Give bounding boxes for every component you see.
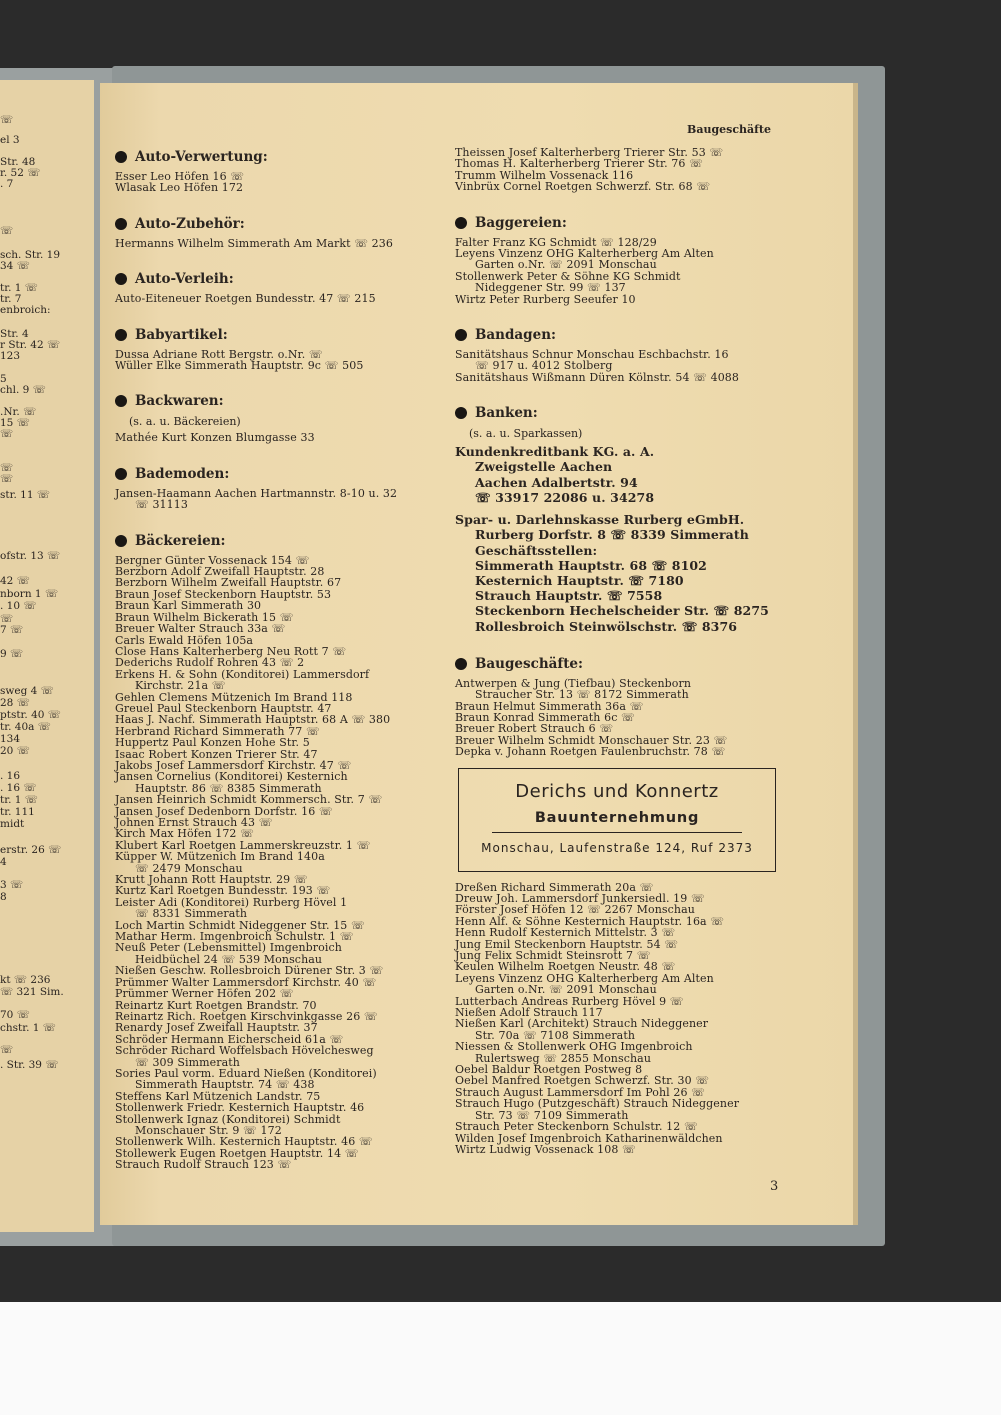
directory-entry: Jung Emil Steckenborn Hauptstr. 54 ☏ [455,937,679,951]
category-heading [115,216,440,232]
left-page-text-fragment: sweg 4 ☏ [0,685,54,697]
directory-entry: Strauch Rudolf Strauch 123 ☏ [115,1158,292,1172]
directory-entry: Herbrand Richard Simmerath 77 ☏ [115,724,320,738]
directory-entry: Breuer Robert Strauch 6 ☏ [455,722,614,736]
directory-entry: Wirtz Peter Rurberg Seeufer 10 [455,292,636,306]
bullet-icon [455,217,467,229]
directory-entry: Close Hans Kalterherberg Neu Rott 7 ☏ [115,644,347,658]
directory-entry: Reinartz Rich. Roetgen Kirschvinkgasse 26 ☏ [115,1009,378,1023]
directory-entry: Simmerath Hauptstr. 68 ☏ 8102 [475,557,707,573]
directory-entry: Trumm Wilhelm Vossenack 116 [455,168,634,182]
directory-entry: Gehlen Clemens Mützenich Im Brand 118 [115,690,353,704]
directory-entry: Garten o.Nr. ☏ 2091 Monschau [475,258,657,272]
category-heading-text: Bandagen: [475,327,556,344]
left-page-text-fragment: ptstr. 40 ☏ [0,709,61,721]
directory-entry: Erkens H. & Sohn (Konditorei) Lammersdorf [115,667,370,681]
directory-entry: Strauch August Lammersdorf Im Pohl 26 ☏ [455,1085,706,1099]
directory-entry: Prümmer Walter Lammersdorf Kirchstr. 40 ☏ [115,975,377,989]
directory-entry: Thomas H. Kalterherberg Trierer Str. 76 ☏ [455,157,703,171]
directory-entry: Kirch Max Höfen 172 ☏ [115,827,254,841]
bullet-icon [455,329,467,341]
directory-entry: Esser Leo Höfen 16 ☏ [115,170,245,183]
directory-entry: Geschäftsstellen: [475,542,598,558]
directory-entry: Bergner Günter Vossenack 154 ☏ [115,553,310,567]
directory-entry: Theissen Josef Kalterherberg Trierer Str. 53 ☏ [455,146,724,159]
left-page-text-fragment: 9 ☏ [0,648,24,660]
category-heading [115,393,440,409]
left-page-text-fragment: 42 ☏ [0,575,30,587]
directory-entry: Braun Wilhelm Bickerath 15 ☏ [115,610,294,624]
right-page [100,83,853,1225]
left-page [0,80,94,1232]
right-column-bottom [455,882,800,1156]
left-page-text-fragment: r Str. 42 ☏ [0,339,61,351]
bullet-icon [115,468,127,480]
left-page-text-fragment: tr. 40a ☏ [0,721,51,733]
directory-entry: Schröder Hermann Eicherscheid 61a ☏ [115,1032,344,1046]
ad-divider [492,832,742,833]
directory-entry: Küpper W. Mützenich Im Brand 140a [115,850,325,864]
directory-entry: Straucher Str. 13 ☏ 8172 Simmerath [475,688,689,702]
directory-entry: Stollenwerk Wilh. Kesternich Hauptstr. 46 ☏ [115,1135,373,1149]
category-heading [115,327,440,343]
directory-entry: Sanitätshaus Schnur Monschau Eschbachstr. 16 [455,348,729,362]
category-heading-text: Auto-Verwertung: [135,149,268,165]
left-page-text-fragment: . 10 ☏ [0,600,37,612]
directory-entry: Stollenwerk Peter & Söhne KG Schmidt [455,269,681,283]
directory-entry: Str. 73 ☏ 7109 Simmerath [475,1108,629,1122]
left-page-text-fragment: Str. 4 [0,328,29,340]
left-page-text-fragment: kt ☏ 236 [0,974,51,986]
left-page-text-fragment: 4 [0,856,7,868]
bullet-icon [115,151,127,163]
directory-entry: Rollesbroich Steinwölschstr. ☏ 8376 [475,618,738,634]
directory-entry: Sanitätshaus Wißmann Düren Kölnstr. 54 ☏ 4088 [455,370,739,384]
left-page-text-fragment: ☏ [0,114,14,126]
left-page-text-fragment: 8 [0,891,7,903]
page-header: Baugeschäfte [687,123,771,136]
directory-entry: Prümmer Werner Höfen 202 ☏ [115,987,294,1001]
directory-entry: Isaac Robert Konzen Trierer Str. 47 [115,747,318,761]
directory-entry: Vinbrüx Cornel Roetgen Schwerzf. Str. 68 ☏ [455,180,711,194]
left-page-text-fragment: ☏ [0,462,14,474]
directory-entry: Huppertz Paul Konzen Hohe Str. 5 [115,736,310,750]
directory-entry: Nießen Karl (Architekt) Strauch Nideggener [455,1017,709,1031]
directory-entry: Haas J. Nachf. Simmerath Hauptstr. 68 A ☏ 380 [115,713,391,727]
left-page-text-fragment: chstr. 1 ☏ [0,1022,56,1034]
left-page-text-fragment: 15 ☏ [0,417,30,429]
ad-address: Monschau, Laufenstraße 124, Ruf 2373 [481,840,753,855]
directory-entry: Hauptstr. 86 ☏ 8385 Simmerath [135,781,322,795]
directory-entry: Reinartz Kurt Roetgen Brandstr. 70 [115,998,317,1012]
directory-entry: Wüller Elke Simmerath Hauptstr. 9c ☏ 505 [115,359,364,373]
category-heading [115,466,440,482]
directory-entry: Niessen & Stollenwerk OHG Imgenbroich [455,1040,693,1054]
category-heading [455,656,800,672]
directory-entry: Auto-Eitenеuer Roetgen Bundesstr. 47 ☏ 215 [115,292,376,306]
left-page-text-fragment: ☏ [0,225,14,237]
left-page-text-fragment: nborn 1 ☏ [0,588,59,600]
category-heading-text: Auto-Zubehör: [135,215,245,232]
bullet-icon [455,407,467,419]
left-page-text-fragment: str. 11 ☏ [0,489,50,501]
bullet-icon [115,329,127,341]
section-spacer [455,505,800,512]
directory-entry: Depka v. Johann Roetgen Faulenbruchstr. 78 ☏ [455,745,726,759]
page-number: 3 [770,1179,779,1194]
directory-entry: Jansen Josef Dedenborn Dorfstr. 16 ☏ [115,804,333,818]
directory-entry: ☏ 33917 22086 u. 34278 [475,489,655,505]
directory-entry: Garten o.Nr. ☏ 2091 Monschau [475,983,657,997]
left-column [115,149,440,1171]
left-page-text-fragment: 20 ☏ [0,745,30,757]
directory-entry: ☏ 2479 Monschau [135,861,243,875]
directory-entry: Berzborn Adolf Zweifall Hauptstr. 28 [115,565,325,579]
right-column-top [455,147,800,758]
directory-entry: Jung Felix Schmidt Steinsrott 7 ☏ [455,949,651,962]
left-page-text-fragment: sch. Str. 19 [0,249,61,261]
directory-entry: Rulertsweg ☏ 2855 Monschau [475,1051,652,1065]
cross-reference-note: (s. a. u. Bäckereien) [129,415,241,429]
category-heading-text: Banken: [475,405,538,422]
directory-entry: Neuß Peter (Lebensmittel) Imgenbroich [115,941,342,955]
directory-entry: Schröder Richard Woffelsbach Hövelchesweg [115,1044,374,1058]
directory-entry: Rurberg Dorfstr. 8 ☏ 8339 Simmerath [475,527,749,543]
left-page-text-fragment: 28 ☏ [0,697,30,709]
left-page-text-fragment: ☏ 321 Sim. [0,986,64,998]
category-heading [115,271,440,287]
directory-entry: Falter Franz KG Schmidt ☏ 128/29 [455,235,657,249]
directory-entry: Wilden Josef Imgenbroich Katharinenwäldchen [455,1131,723,1145]
directory-entry: Strauch Peter Steckenborn Schulstr. 12 ☏ [455,1120,698,1134]
directory-entry: Spar- u. Darlehnskasse Rurberg eGmbH. [455,512,745,528]
left-page-text-fragment: ☏ [0,613,14,625]
directory-entry: Braun Josef Steckenborn Hauptstr. 53 [115,587,332,601]
directory-entry: Leyens Vinzenz OHG Kalterherberg Am Alten [455,971,714,985]
left-page-text-fragment: . Str. 39 ☏ [0,1059,59,1071]
left-page-text-fragment: ofstr. 13 ☏ [0,550,61,562]
right-column [455,147,800,1155]
directory-entry: Breuer Walter Strauch 33a ☏ [115,622,286,636]
directory-entry: Sories Paul vorm. Eduard Nießen (Konditorei) [115,1066,377,1080]
directory-entry: Dussa Adriane Rott Bergstr. o.Nr. ☏ [115,347,323,361]
ad-company-name: Derichs und Konnertz [515,780,719,802]
left-page-text-fragment: . 7 [0,178,14,190]
ad-business-type: Bauunternehmung [534,809,700,826]
directory-entry: Monschauer Str. 9 ☏ 172 [135,1123,282,1137]
directory-entry: Oebel Manfred Roetgen Schwerzf. Str. 30 ☏ [455,1074,710,1088]
left-page-text-fragment: tr. 111 [0,806,35,818]
directory-entry: Braun Karl Simmerath 30 [115,599,262,613]
directory-entry: Breuer Wilhelm Schmidt Monschauer Str. 23 ☏ [455,733,728,747]
directory-entry: Henn Alf. & Söhne Kesternich Hauptstr. 16a ☏ [455,914,725,928]
directory-entry: ☏ 309 Simmerath [135,1055,240,1069]
left-page-text-fragment: Str. 48 [0,156,36,168]
directory-entry: Nießen Adolf Strauch 117 [455,1006,603,1020]
directory-entry: Stollewerk Eugen Roetgen Hauptstr. 14 ☏ [115,1146,359,1160]
category-heading [455,327,800,343]
left-page-text-fragment: ☏ [0,473,14,485]
directory-entry: Steffens Karl Mützenich Landstr. 75 [115,1089,321,1103]
directory-entry: Jansen Cornelius (Konditorei) Kesternich [115,770,348,784]
directory-entry: Dederichs Rudolf Rohren 43 ☏ 2 [115,656,305,670]
directory-entry: Mathar Herm. Imgenbroich Schulstr. 1 ☏ [115,930,354,944]
directory-entry: Henn Rudolf Kesternich Mittelstr. 3 ☏ [455,926,676,940]
left-page-text-fragment: 34 ☏ [0,260,30,272]
directory-entry: Braun Helmut Simmerath 36a ☏ [455,699,644,713]
left-page-text-fragment: 134 [0,733,21,745]
bullet-icon [115,273,127,285]
left-page-text-fragment: enbroich: [0,304,51,316]
directory-entry: Carls Ewald Höfen 105a [115,633,254,647]
left-page-text-fragment: midt [0,818,25,830]
directory-entry: Loch Martin Schmidt Nideggener Str. 15 ☏ [115,918,365,932]
left-page-text-fragment: .Nr. ☏ [0,406,37,418]
left-page-text-fragment: 3 ☏ [0,879,24,891]
bullet-icon [115,218,127,230]
directory-entry: ☏ 8331 Simmerath [135,907,248,921]
directory-entry: Keulen Wilhelm Roetgen Neustr. 48 ☏ [455,960,676,974]
directory-entry: Kirchstr. 21a ☏ [135,679,226,693]
bullet-icon [115,535,127,547]
category-heading-text: Bademoden: [135,465,230,482]
directory-entry: Simmerath Hauptstr. 74 ☏ 438 [135,1078,315,1092]
directory-entry: Nideggener Str. 99 ☏ 137 [475,281,626,295]
directory-entry: Jansen-Haamann Aachen Hartmannstr. 8-10 u. 32 [115,486,398,500]
directory-entry: Nießen Geschw. Rollesbroich Dürener Str. 3 ☏ [115,964,384,978]
directory-entry: Greuel Paul Steckenborn Hauptstr. 47 [115,701,332,715]
directory-entry: Hermanns Wilhelm Simmerath Am Markt ☏ 236 [115,236,393,250]
directory-entry: Strauch Hauptstr. ☏ 7558 [475,588,663,604]
category-heading [115,533,440,549]
directory-entry: Berzborn Wilhelm Zweifall Hauptstr. 67 [115,576,342,590]
directory-entry: Str. 70a ☏ 7108 Simmerath [475,1028,636,1042]
directory-entry: Lutterbach Andreas Rurberg Hövel 9 ☏ [455,994,684,1008]
directory-entry: Mathée Kurt Konzen Blumgasse 33 [115,431,315,445]
category-heading [455,215,800,231]
page-edge-shadow [853,83,858,1225]
left-page-text-fragment: ☏ [0,428,14,440]
category-heading [115,149,440,165]
left-page-text-fragment: 7 ☏ [0,624,24,636]
left-page-text-fragment: chl. 9 ☏ [0,384,46,396]
directory-entry: Stollenwerk Friedr. Kesternich Hauptstr. 46 [115,1101,365,1115]
cross-reference-note: (s. a. u. Sparkassen) [469,427,583,441]
left-page-text-fragment: . 16 ☏ [0,782,37,794]
left-page-text-fragment: r. 52 ☏ [0,167,41,179]
category-heading-text: Backwaren: [135,393,224,410]
directory-entry: Jakobs Josef Lammersdorf Kirchstr. 47 ☏ [115,758,352,772]
directory-entry: Antwerpen & Jung (Tiefbau) Steckenborn [455,676,692,690]
category-heading [455,405,800,421]
directory-entry: Klubert Karl Roetgen Lammerskreuzstr. 1 ☏ [115,838,371,852]
directory-entry: Dreuw Joh. Lammersdorf Junkersiedl. 19 ☏ [455,891,705,905]
directory-entry: Braun Konrad Simmerath 6c ☏ [455,710,635,724]
directory-entry: Aachen Adalbertstr. 94 [475,474,638,490]
bullet-icon [455,658,467,670]
directory-entry: ☏ 31113 [135,498,188,512]
left-page-text-fragment: 5 [0,373,7,385]
directory-entry: Leister Adi (Konditorei) Rurberg Hövel 1 [115,895,348,909]
directory-entry: Kundenkreditbank KG. a. A. [455,444,655,460]
left-page-text-fragment: tr. 1 ☏ [0,794,38,806]
directory-entry: Kurtz Karl Roetgen Bundesstr. 193 ☏ [115,884,331,898]
directory-entry: Leyens Vinzenz OHG Kalterherberg Am Alten [455,247,714,261]
left-page-text-fragment: el 3 [0,134,20,146]
directory-entry: Dreßen Richard Simmerath 20a ☏ [455,880,654,894]
category-heading-text: Babyartikel: [135,326,228,343]
left-page-text-fragment: 123 [0,350,21,362]
left-page-text-fragment: tr. 7 [0,293,22,305]
directory-entry: Steckenborn Hechelscheider Str. ☏ 8275 [475,603,769,619]
directory-entry: Oebel Baldur Roetgen Postweg 8 [455,1063,643,1077]
scan-margin [0,1302,1001,1415]
directory-entry: Jansen Heinrich Schmidt Kommersch. Str. 7 ☏ [115,793,383,807]
directory-entry: Heidbüchel 24 ☏ 539 Monschau [135,952,323,966]
directory-entry: Krutt Johann Rott Hauptstr. 29 ☏ [115,873,308,887]
left-page-text-fragment: ☏ [0,1044,14,1056]
category-heading-text: Bäckereien: [135,532,226,549]
directory-entry: Johnen Ernst Strauch 43 ☏ [115,816,273,829]
directory-entry: Strauch Hugo (Putzgeschäft) Strauch Nideggener [455,1097,740,1111]
directory-entry: Förster Josef Höfen 12 ☏ 2267 Monschau [455,903,695,917]
category-heading-text: Auto-Verleih: [135,271,234,288]
category-heading-text: Baggereien: [475,214,567,231]
directory-entry: Renardy Josef Zweifall Hauptstr. 37 [115,1021,318,1035]
directory-entry: Wlasak Leo Höfen 172 [115,181,244,195]
directory-entry: Zweigstelle Aachen [475,459,613,475]
category-heading-text: Baugeschäfte: [475,655,583,672]
left-page-text-fragment: erstr. 26 ☏ [0,844,62,856]
left-page-text-fragment: . 16 [0,770,21,782]
bullet-icon [115,395,127,407]
left-page-text-fragment: tr. 1 ☏ [0,282,38,294]
directory-entry: Stollenwerk Ignaz (Konditorei) Schmidt [115,1112,341,1126]
directory-entry: Kesternich Hauptstr. ☏ 7180 [475,572,684,588]
directory-entry: ☏ 917 u. 4012 Stolberg [475,359,613,373]
advertisement-box [458,768,776,872]
directory-entry: Wirtz Ludwig Vossenack 108 ☏ [455,1142,636,1156]
left-page-text-fragment: 70 ☏ [0,1009,30,1021]
